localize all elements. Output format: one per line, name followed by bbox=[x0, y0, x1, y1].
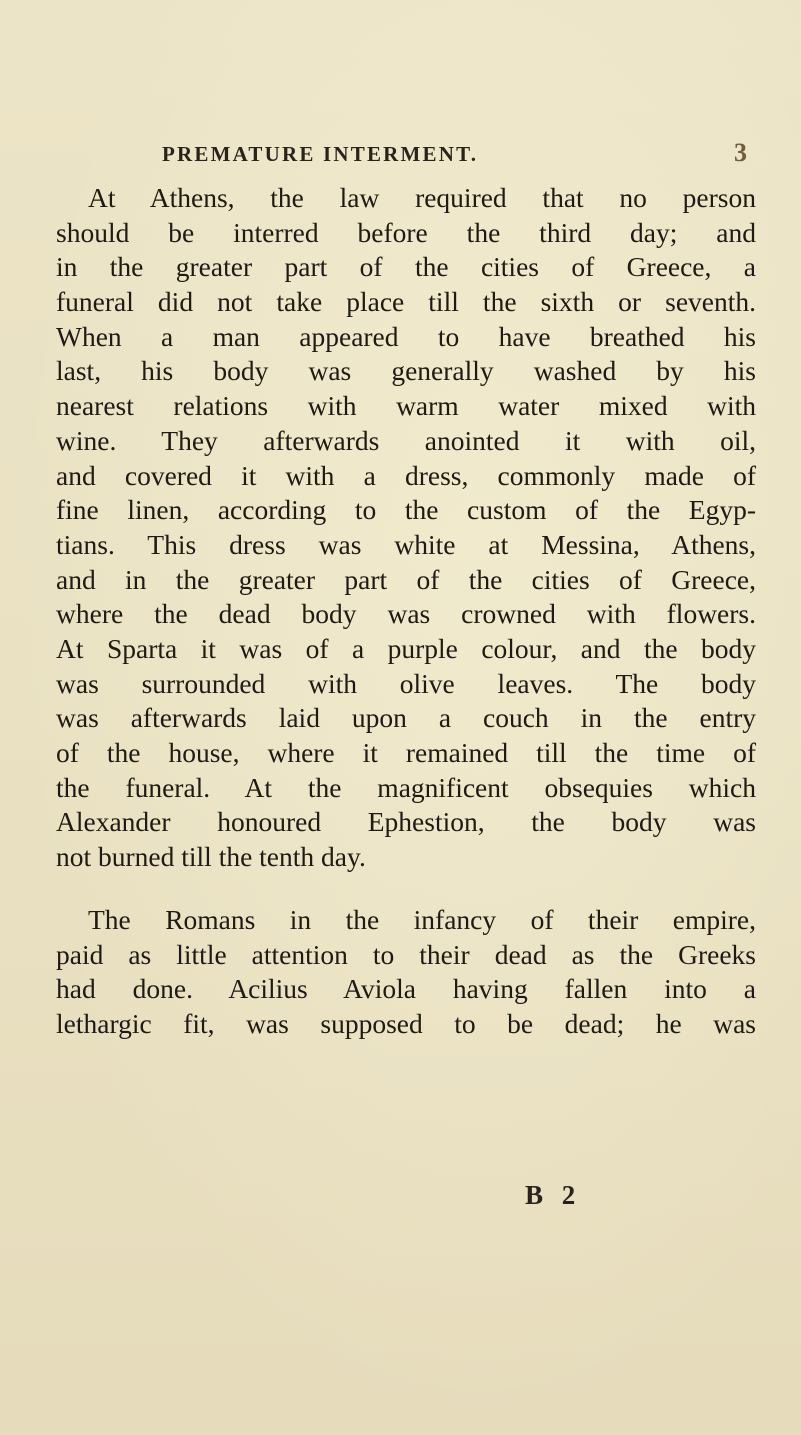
text-line: When a man appeared to have breathed his bbox=[56, 320, 756, 352]
text-line: Alexander honoured Ephestion, the body was bbox=[56, 806, 756, 838]
text-line: paid as little attention to their dead as the Greeks bbox=[56, 938, 756, 970]
text-line: lethargic fit, was supposed to be dead; he was bbox=[56, 1008, 756, 1040]
text-line: wine. They afterwards anointed it with oil, bbox=[56, 424, 756, 456]
running-head bbox=[0, 138, 801, 172]
text-line: was surrounded with olive leaves. The body bbox=[56, 667, 756, 699]
text-line: was afterwards laid upon a couch in the entry bbox=[56, 702, 756, 734]
page-number: 3 bbox=[734, 138, 751, 167]
text-line: At Sparta it was of a purple colour, and the body bbox=[56, 632, 756, 664]
paragraph-2 bbox=[56, 903, 756, 1042]
text-line: in the greater part of the cities of Greece, a bbox=[56, 251, 756, 283]
signature-mark: B 2 bbox=[525, 1180, 582, 1210]
text-line: and covered it with a dress, commonly made of bbox=[56, 459, 756, 491]
text-line: last, his body was generally washed by his bbox=[56, 355, 756, 387]
text-line: had done. Acilius Aviola having fallen into a bbox=[56, 973, 756, 1005]
running-head-title: PREMATURE INTERMENT. bbox=[162, 142, 479, 166]
text-line: funeral did not take place till the sixth or seventh. bbox=[56, 286, 756, 318]
text-line: the funeral. At the magnificent obsequies which bbox=[56, 771, 756, 803]
text-line: of the house, where it remained till the time of bbox=[56, 737, 756, 768]
text-line: nearest relations with warm water mixed with bbox=[56, 390, 756, 422]
text-line: and in the greater part of the cities of Greece, bbox=[56, 563, 756, 595]
text-line: The Romans in the infancy of their empire, bbox=[88, 904, 756, 935]
text-line: At Athens, the law required that no person bbox=[88, 182, 756, 213]
text-line: fine linen, according to the custom of the Egyp- bbox=[56, 494, 756, 526]
text-line: tians. This dress was white at Messina, Athens, bbox=[56, 528, 756, 560]
paragraph-1 bbox=[56, 181, 756, 875]
text-line: where the dead body was crowned with flowers. bbox=[56, 598, 756, 630]
text-line: should be interred before the third day; and bbox=[56, 216, 756, 248]
text-line: not burned till the tenth day. bbox=[56, 841, 366, 873]
